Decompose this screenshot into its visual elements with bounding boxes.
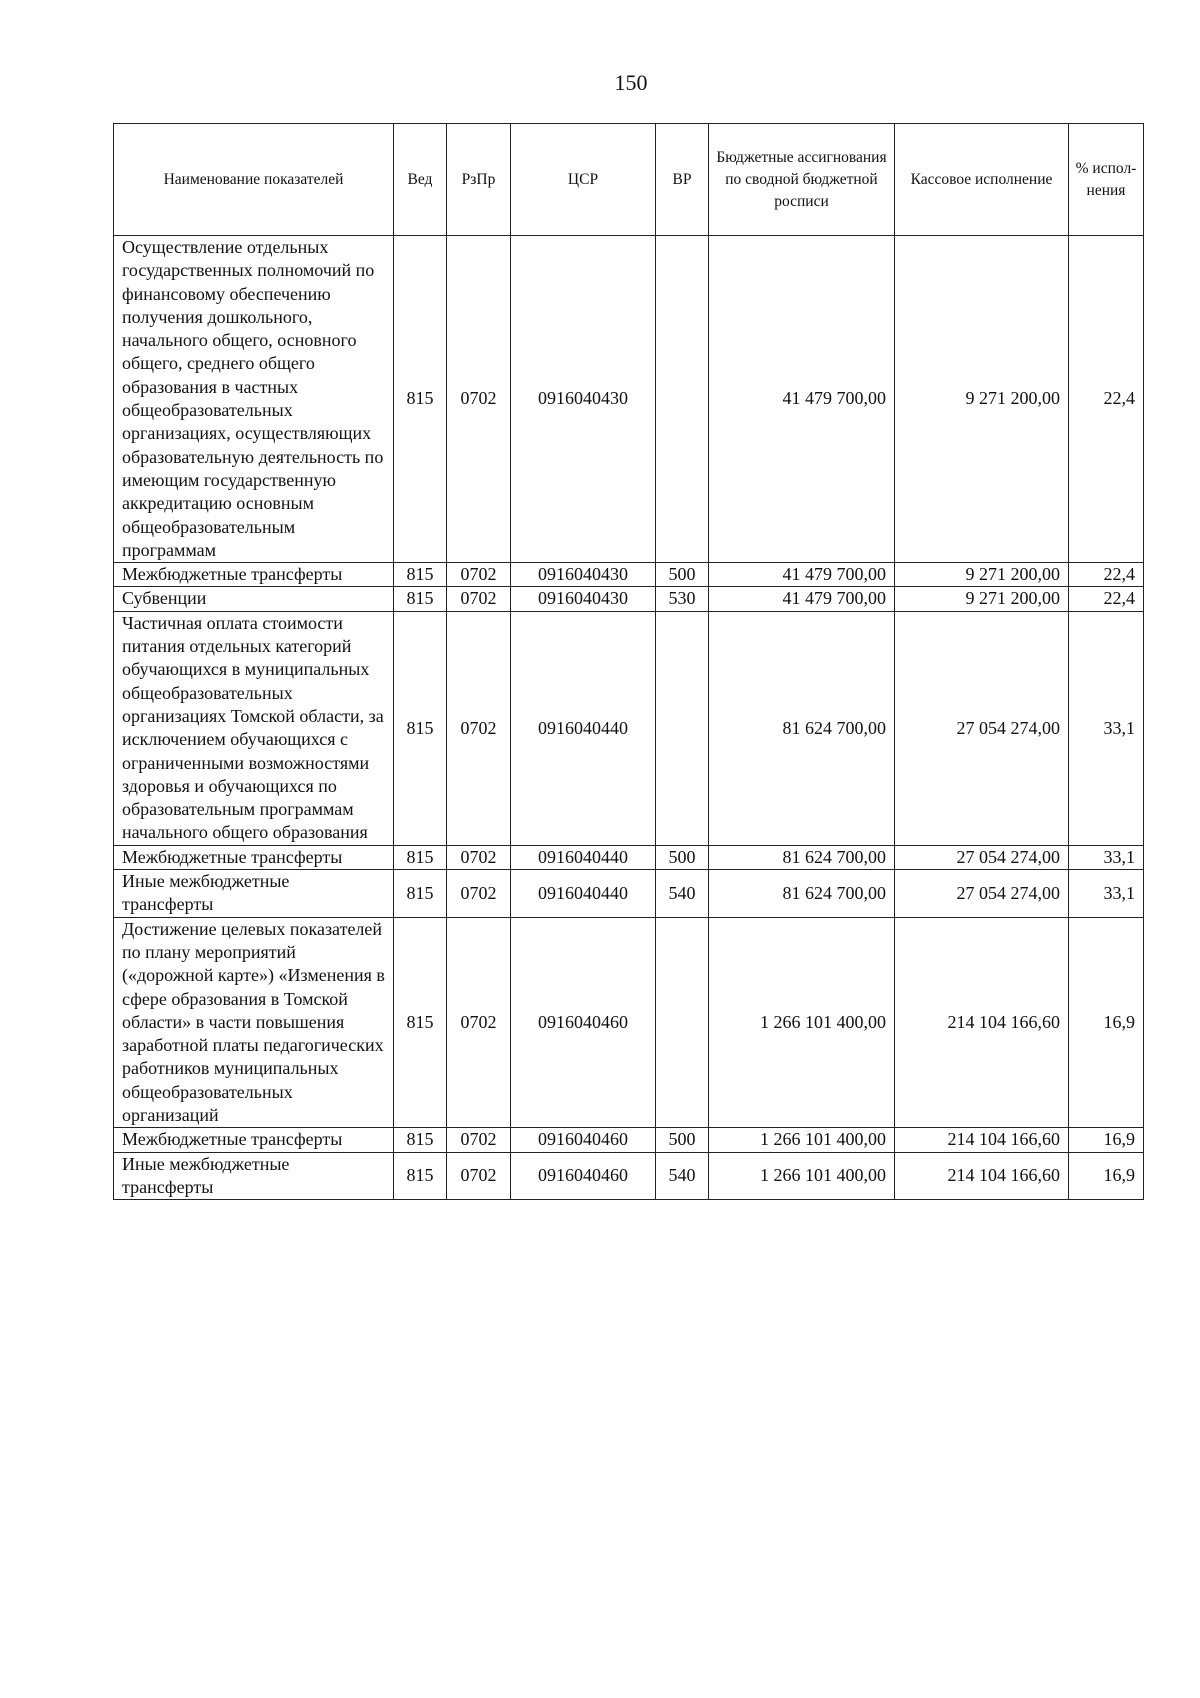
- cell-cash-execution: 27 054 274,00: [895, 870, 1069, 918]
- cell-execution-percent: 33,1: [1069, 611, 1144, 845]
- cell-csr: 0916040430: [511, 587, 656, 611]
- cell-ved: 815: [394, 1152, 447, 1200]
- header-cash-execution: Кассовое исполнение: [895, 124, 1069, 236]
- cell-cash-execution: 214 104 166,60: [895, 1128, 1069, 1152]
- cell-name: Субвенции: [114, 587, 394, 611]
- cell-cash-execution: 9 271 200,00: [895, 236, 1069, 563]
- cell-execution-percent: 16,9: [1069, 917, 1144, 1128]
- cell-name: Межбюджетные трансферты: [114, 563, 394, 587]
- table-row: [114, 1128, 1144, 1152]
- cell-execution-percent: 33,1: [1069, 870, 1144, 918]
- cell-csr: 0916040440: [511, 870, 656, 918]
- table-row: [114, 917, 1144, 1128]
- cell-rzpr: 0702: [447, 563, 511, 587]
- cell-ved: 815: [394, 845, 447, 869]
- cell-cash-execution: 27 054 274,00: [895, 845, 1069, 869]
- cell-csr: 0916040430: [511, 236, 656, 563]
- cell-budget-allocations: 1 266 101 400,00: [709, 917, 895, 1128]
- cell-cash-execution: 9 271 200,00: [895, 563, 1069, 587]
- cell-name: Межбюджетные трансферты: [114, 845, 394, 869]
- cell-vr: 500: [656, 563, 709, 587]
- cell-budget-allocations: 41 479 700,00: [709, 587, 895, 611]
- cell-vr: [656, 236, 709, 563]
- cell-vr: 530: [656, 587, 709, 611]
- cell-ved: 815: [394, 563, 447, 587]
- header-rzpr: РзПр: [447, 124, 511, 236]
- cell-rzpr: 0702: [447, 870, 511, 918]
- cell-vr: 500: [656, 1128, 709, 1152]
- cell-rzpr: 0702: [447, 1128, 511, 1152]
- table-row: [114, 587, 1144, 611]
- cell-csr: 0916040460: [511, 1128, 656, 1152]
- cell-ved: 815: [394, 870, 447, 918]
- header-vr: ВР: [656, 124, 709, 236]
- cell-cash-execution: 214 104 166,60: [895, 1152, 1069, 1200]
- cell-vr: 540: [656, 1152, 709, 1200]
- cell-vr: 540: [656, 870, 709, 918]
- cell-ved: 815: [394, 587, 447, 611]
- header-csr: ЦСР: [511, 124, 656, 236]
- cell-rzpr: 0702: [447, 1152, 511, 1200]
- cell-execution-percent: 16,9: [1069, 1128, 1144, 1152]
- cell-rzpr: 0702: [447, 611, 511, 845]
- cell-name: Иные межбюджетные трансферты: [114, 1152, 394, 1200]
- cell-ved: 815: [394, 611, 447, 845]
- cell-cash-execution: 9 271 200,00: [895, 587, 1069, 611]
- cell-execution-percent: 22,4: [1069, 236, 1144, 563]
- table-body: [114, 236, 1144, 1200]
- cell-cash-execution: 214 104 166,60: [895, 917, 1069, 1128]
- cell-execution-percent: 16,9: [1069, 1152, 1144, 1200]
- cell-vr: [656, 611, 709, 845]
- table-header-row: [114, 124, 1144, 236]
- cell-budget-allocations: 41 479 700,00: [709, 563, 895, 587]
- page-number: 150: [614, 70, 648, 95]
- cell-budget-allocations: 81 624 700,00: [709, 611, 895, 845]
- cell-budget-allocations: 41 479 700,00: [709, 236, 895, 563]
- cell-budget-allocations: 81 624 700,00: [709, 845, 895, 869]
- table-row: [114, 870, 1144, 918]
- cell-ved: 815: [394, 917, 447, 1128]
- cell-ved: 815: [394, 236, 447, 563]
- table-row: [114, 1152, 1144, 1200]
- cell-name: Достижение целевых показателей по плану мероприятий («дорожной карте») «Изменения в сфере образования в Томской области» в части повышения заработной платы педагогических работников муниципальных общеобразовательных организаций: [114, 917, 394, 1128]
- header-ved: Вед: [394, 124, 447, 236]
- header-execution-percent: % испол-нения: [1069, 124, 1144, 236]
- cell-name: Осуществление отдельных государственных полномочий по финансовому обеспечению получения дошкольного, начального общего, основного общего, среднего общего образования в частных общеобразовательных организациях, осуществляющих образовательную деятельность по имеющим государственную аккредитацию основным общеобразовательным программам: [114, 236, 394, 563]
- budget-execution-table: [113, 123, 1144, 1200]
- table-row: [114, 611, 1144, 845]
- header-budget-allocations: Бюджетные ассигнования по сводной бюджетной росписи: [709, 124, 895, 236]
- header-name: Наименование показателей: [114, 124, 394, 236]
- cell-ved: 815: [394, 1128, 447, 1152]
- cell-name: Иные межбюджетные трансферты: [114, 870, 394, 918]
- cell-vr: [656, 917, 709, 1128]
- cell-rzpr: 0702: [447, 845, 511, 869]
- cell-execution-percent: 33,1: [1069, 845, 1144, 869]
- cell-rzpr: 0702: [447, 236, 511, 563]
- cell-vr: 500: [656, 845, 709, 869]
- cell-csr: 0916040440: [511, 845, 656, 869]
- cell-cash-execution: 27 054 274,00: [895, 611, 1069, 845]
- cell-execution-percent: 22,4: [1069, 587, 1144, 611]
- cell-csr: 0916040460: [511, 917, 656, 1128]
- cell-csr: 0916040430: [511, 563, 656, 587]
- cell-rzpr: 0702: [447, 587, 511, 611]
- table-row: [114, 563, 1144, 587]
- table-row: [114, 236, 1144, 563]
- cell-execution-percent: 22,4: [1069, 563, 1144, 587]
- cell-budget-allocations: 81 624 700,00: [709, 870, 895, 918]
- cell-name: Частичная оплата стоимости питания отдельных категорий обучающихся в муниципальных общеобразовательных организациях Томской области, за исключением обучающихся с ограниченными возможностями здоровья и обучающихся по образовательным программам начального общего образования: [114, 611, 394, 845]
- cell-budget-allocations: 1 266 101 400,00: [709, 1152, 895, 1200]
- cell-csr: 0916040440: [511, 611, 656, 845]
- cell-rzpr: 0702: [447, 917, 511, 1128]
- cell-budget-allocations: 1 266 101 400,00: [709, 1128, 895, 1152]
- cell-name: Межбюджетные трансферты: [114, 1128, 394, 1152]
- table-row: [114, 845, 1144, 869]
- cell-csr: 0916040460: [511, 1152, 656, 1200]
